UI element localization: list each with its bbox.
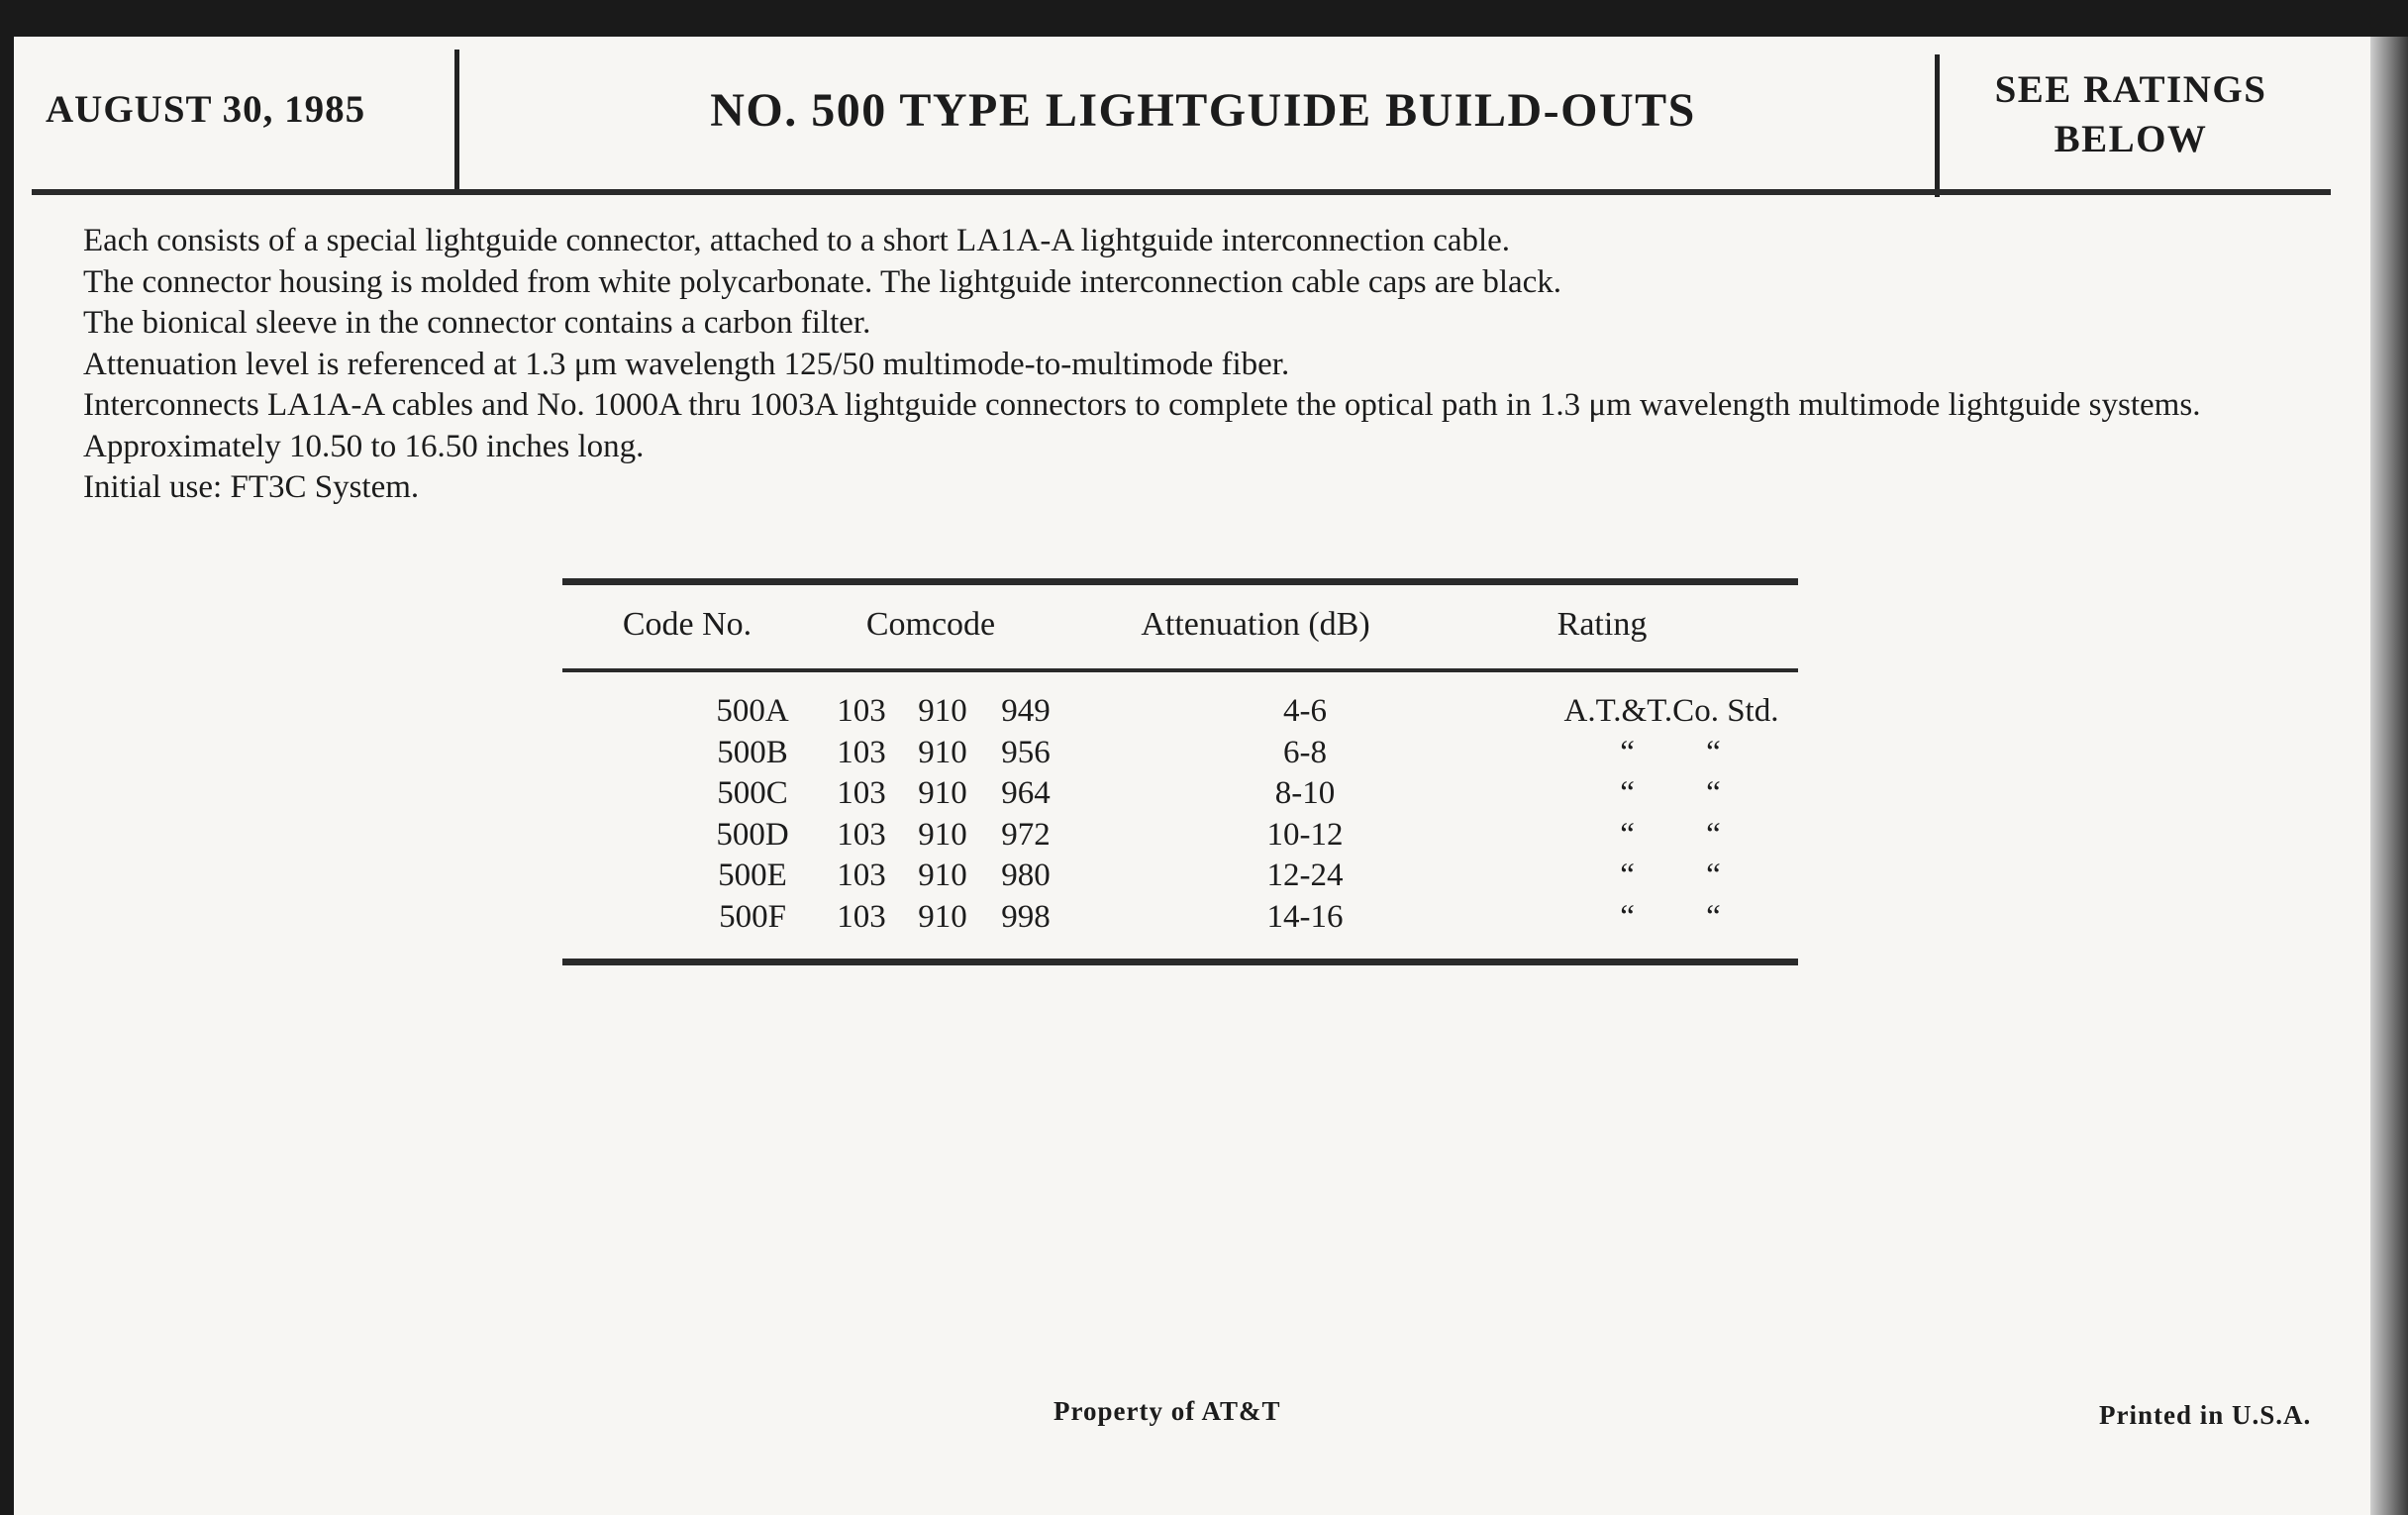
- rating-note-line2: BELOW: [2054, 118, 2208, 160]
- description-line: Attenuation level is referenced at 1.3 μm wavelength 125/50 multimode-to-multimode fiber.: [83, 346, 1290, 382]
- cell-comcode-part: 949: [1001, 693, 1051, 729]
- description-line: The connector housing is molded from white polycarbonate. The lightguide interconnection cable caps are black.: [83, 263, 1562, 300]
- cell-comcode-part: 998: [1001, 898, 1051, 935]
- cell-code: 500E: [718, 858, 787, 893]
- header-rating-note: [1941, 65, 2321, 164]
- table-row: [562, 775, 1798, 817]
- footer-property: Property of AT&T: [1054, 1396, 1281, 1426]
- cell-comcode-part: 103: [837, 693, 886, 729]
- table-top-rule: [562, 578, 1798, 585]
- cell-attenuation: 14-16: [1266, 898, 1344, 935]
- cell-code: 500D: [716, 816, 789, 853]
- cell-comcode-part: 910: [918, 693, 967, 729]
- cell-comcode-part: 964: [1001, 775, 1051, 811]
- cell-rating: “ “: [1620, 898, 1723, 935]
- description-line: Each consists of a special lightguide connector, attached to a short LA1A-A lightguide interconnection cable.: [83, 223, 1511, 258]
- cell-attenuation: 10-12: [1266, 816, 1344, 853]
- cell-comcode-part: 103: [837, 898, 886, 935]
- cell-code: 500C: [717, 775, 788, 811]
- column-header-rating: Rating: [1556, 606, 1648, 643]
- scan-edge: [2370, 37, 2408, 1515]
- cell-code: 500A: [716, 693, 789, 729]
- cell-comcode-part: 103: [837, 775, 886, 811]
- cell-comcode-part: 980: [1001, 858, 1051, 893]
- cell-rating: “ “: [1620, 858, 1723, 893]
- table-row: [562, 693, 1798, 735]
- column-header-comcode: Comcode: [865, 606, 996, 643]
- cell-rating: “ “: [1620, 775, 1723, 811]
- rating-note-line1: SEE RATINGS: [1994, 68, 2267, 111]
- cell-attenuation: 12-24: [1266, 858, 1344, 893]
- table-header-rule: [562, 668, 1798, 672]
- table-row: [562, 899, 1798, 941]
- cell-rating: “ “: [1620, 734, 1723, 770]
- cell-attenuation: 6-8: [1283, 734, 1327, 770]
- table-row: [562, 858, 1798, 899]
- column-header-code: Code No.: [622, 606, 752, 643]
- cell-comcode-part: 103: [837, 816, 886, 853]
- description-line: Approximately 10.50 to 16.50 inches long.: [83, 428, 645, 464]
- table-row: [562, 817, 1798, 858]
- cell-comcode-part: 956: [1001, 734, 1051, 770]
- cell-attenuation: 8-10: [1274, 775, 1336, 811]
- cell-rating: “ “: [1620, 816, 1723, 853]
- header-divider-right: [1935, 54, 1940, 197]
- footer-printed: Printed in U.S.A.: [2099, 1400, 2312, 1430]
- description-block: [83, 221, 2311, 509]
- description-line: Initial use: FT3C System.: [83, 469, 420, 505]
- cell-attenuation: 4-6: [1283, 693, 1327, 729]
- description-line: Interconnects LA1A-A cables and No. 1000A thru 1003A lightguide connectors to complete the optical path in 1.3 μm wavelength multimode lightguide systems.: [83, 387, 2201, 423]
- cell-rating: A.T.&T.Co. Std.: [1563, 693, 1779, 729]
- cell-comcode-part: 910: [918, 775, 967, 811]
- document-date: AUGUST 30, 1985: [46, 88, 366, 131]
- document-title: NO. 500 TYPE LIGHTGUIDE BUILD-OUTS: [710, 84, 1696, 137]
- cell-comcode-part: 910: [918, 898, 967, 935]
- cell-code: 500F: [719, 898, 786, 935]
- cell-code: 500B: [717, 734, 788, 770]
- table-body: [562, 693, 1798, 940]
- header-divider-left: [454, 50, 459, 194]
- cell-comcode-part: 910: [918, 858, 967, 893]
- description-line: The bionical sleeve in the connector contains a carbon filter.: [83, 305, 871, 341]
- table-row: [562, 735, 1798, 776]
- cell-comcode-part: 103: [837, 858, 886, 893]
- cell-comcode-part: 103: [837, 734, 886, 770]
- header-rule: [32, 189, 2331, 195]
- column-header-attenuation: Attenuation (dB): [1141, 606, 1370, 643]
- cell-comcode-part: 910: [918, 816, 967, 853]
- cell-comcode-part: 972: [1001, 816, 1051, 853]
- table-bottom-rule: [562, 959, 1798, 965]
- cell-comcode-part: 910: [918, 734, 967, 770]
